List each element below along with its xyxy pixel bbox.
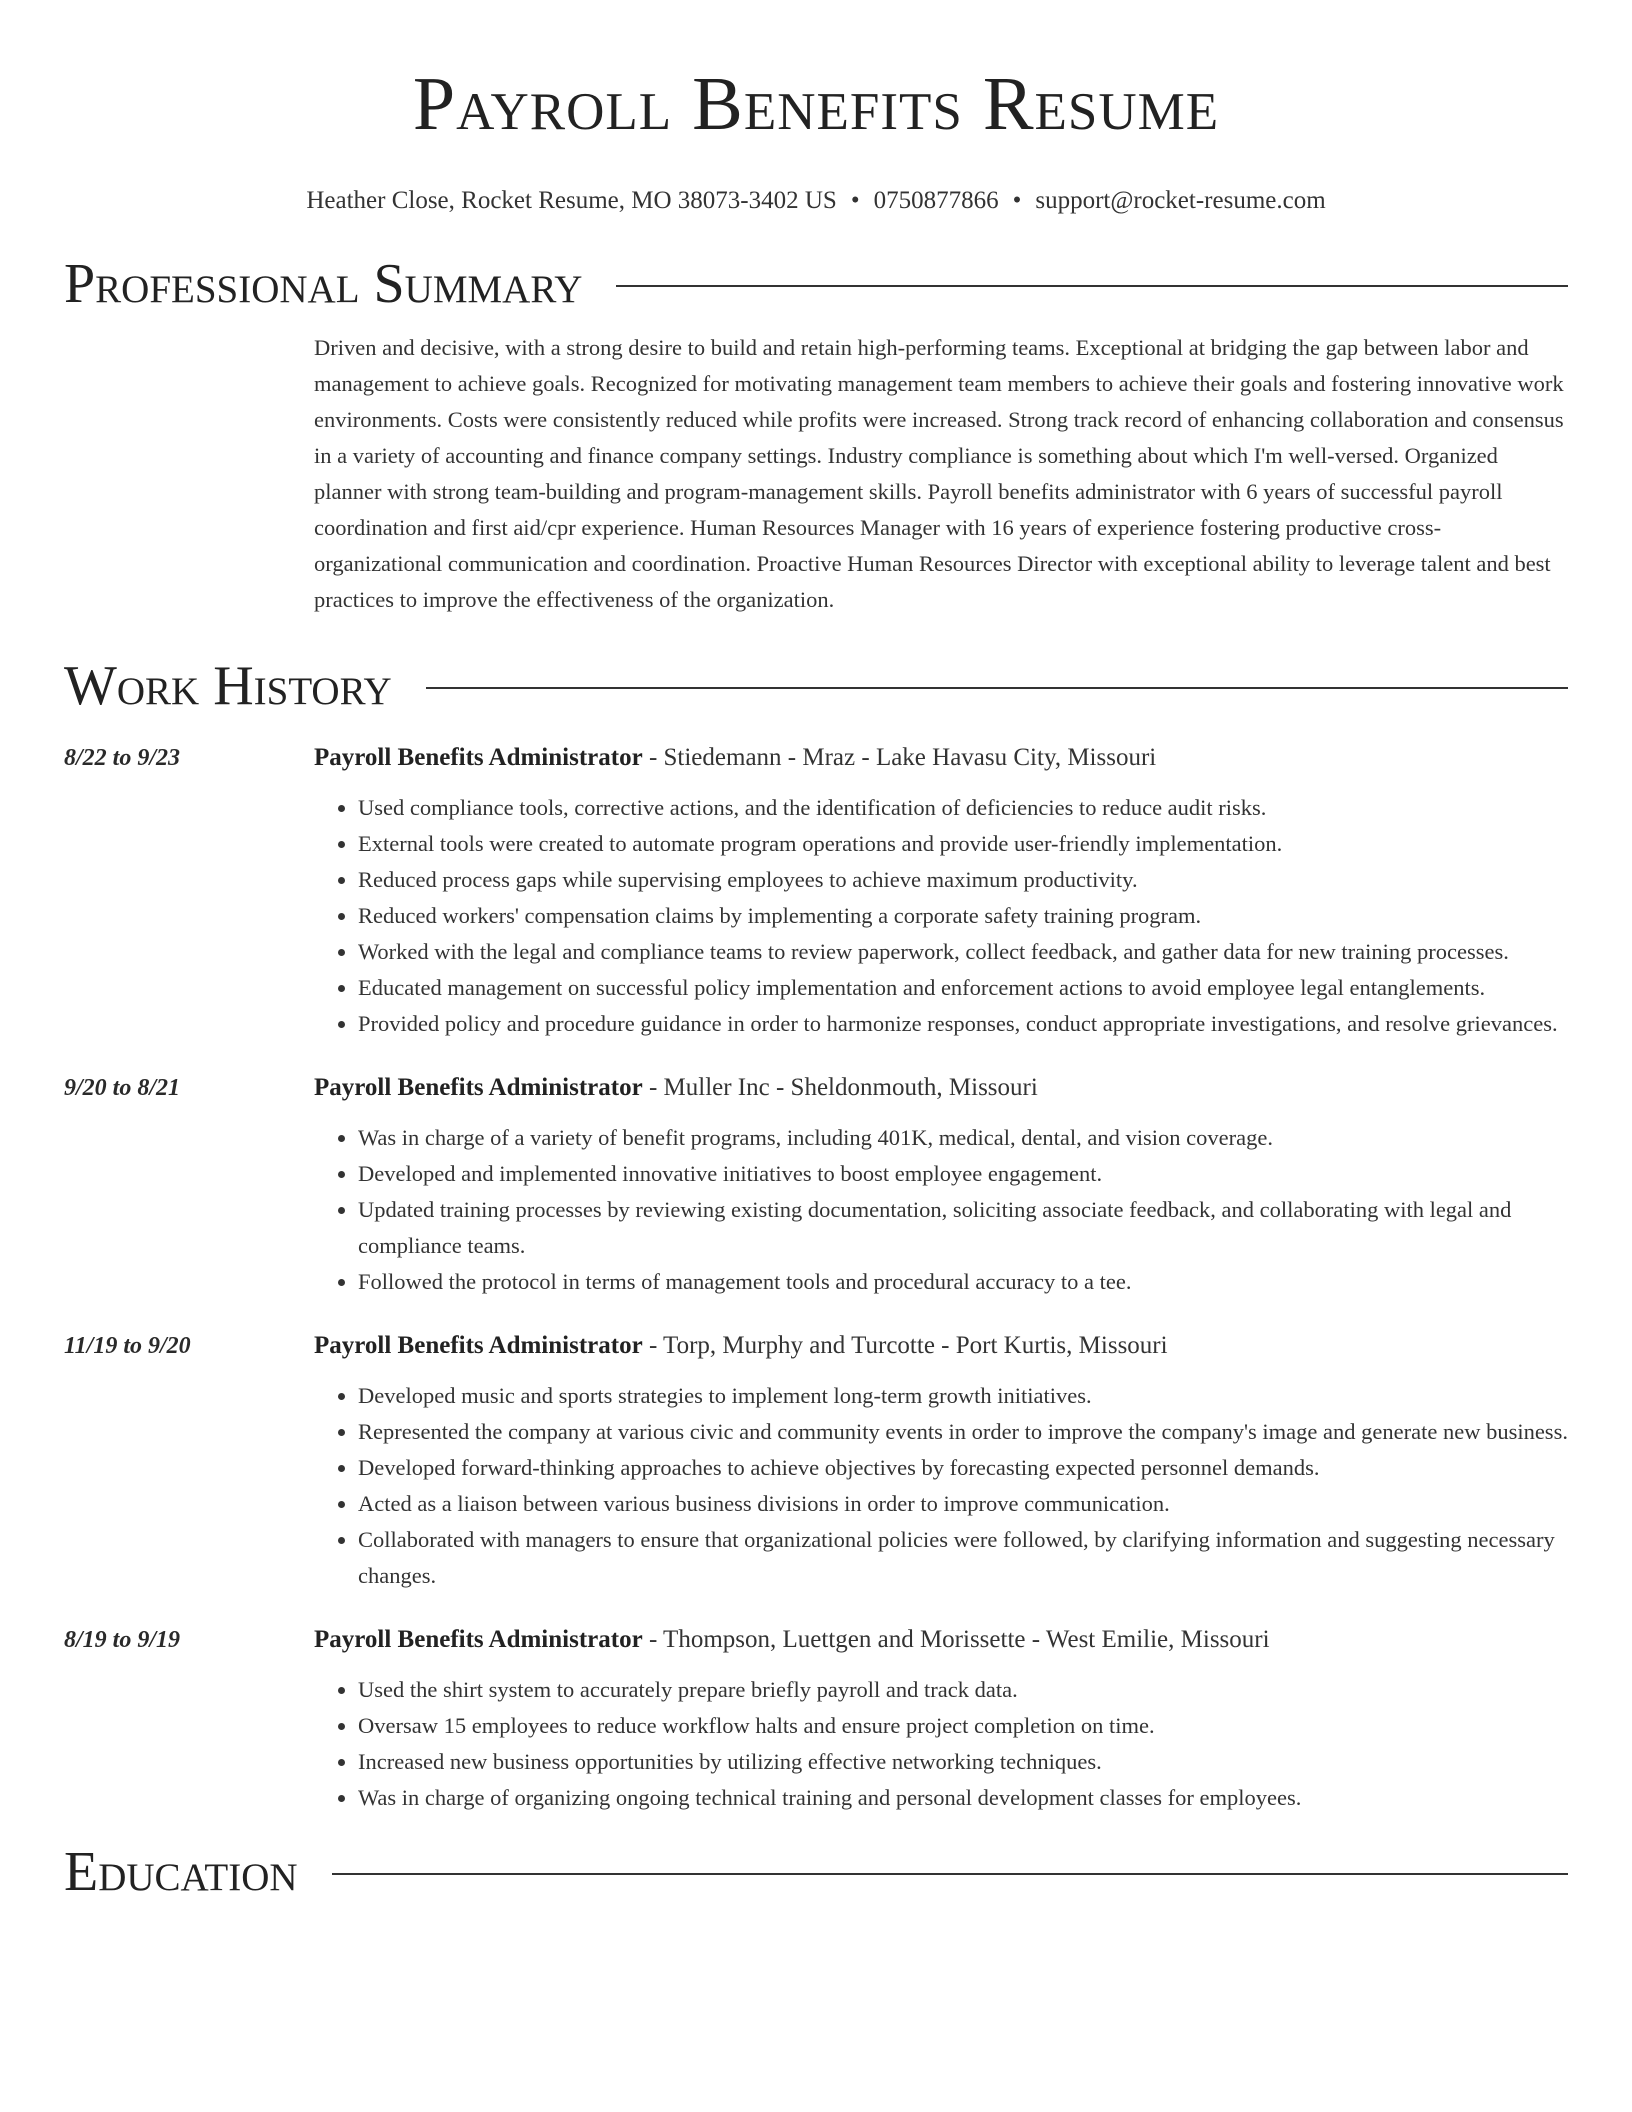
contact-separator: • xyxy=(1012,187,1022,214)
job-bullet: • Developed music and sports strategies to implement long-term growth initiatives. xyxy=(358,1378,1568,1414)
job-bullet: • Oversaw 15 employees to reduce workflow halts and ensure project completion on time. xyxy=(358,1708,1568,1744)
job-heading xyxy=(314,1328,1568,1364)
job-employer-location: - Torp, Murphy and Turcotte - Port Kurtis, Missouri xyxy=(642,1332,1168,1359)
job-title: Payroll Benefits Administrator xyxy=(314,1074,643,1101)
job-body xyxy=(314,1622,1568,1816)
job-dates: 11/19 to 9/20 xyxy=(64,1333,191,1359)
contact-phone: 0750877866 xyxy=(873,187,999,214)
summary-text: Driven and decisive, with a strong desire to build and retain high-performing teams. Exceptional at bridging the gap between labor and management to achieve goals. Recognized for motivating management team members to achieve their goals and fostering innovative work environments. Costs were consistently reduced while profits were increased. Strong track record of enhancing collaboration and consensus in a variety of accounting and finance company settings. Industry compliance is something about which I'm well-versed. Organized planner with strong team-building and program-management skills. Payroll benefits administrator with 6 years of successful payroll coordination and first aid/cpr experience. Human Resources Manager with 16 years of experience fostering productive cross-organizational communication and coordination. Proactive Human Resources Director with exceptional ability to leverage talent and best practices to improve the effectiveness of the organization. xyxy=(314,335,1564,612)
job-bullet: • Developed forward-thinking approaches to achieve objectives by forecasting expected personnel demands. xyxy=(358,1450,1568,1486)
job-bullet: • Worked with the legal and compliance teams to review paperwork, collect feedback, and gather data for new training processes. xyxy=(358,934,1568,970)
job-entry xyxy=(64,1328,1568,1594)
job-bullet: • Was in charge of a variety of benefit programs, including 401K, medical, dental, and vision coverage. xyxy=(358,1120,1568,1156)
summary-section-title: Professional Summary xyxy=(64,253,583,315)
job-bullet: • Reduced process gaps while supervising employees to achieve maximum productivity. xyxy=(358,862,1568,898)
job-bullet: • Represented the company at various civic and community events in order to improve the company's image and generate new business. xyxy=(358,1414,1568,1450)
job-dates: 8/19 to 9/19 xyxy=(64,1627,181,1653)
job-employer-location: - Thompson, Luettgen and Morissette - West Emilie, Missouri xyxy=(642,1626,1270,1653)
work-section-header xyxy=(64,652,1568,720)
job-bullet: • External tools were created to automate program operations and provide user-friendly implementation. xyxy=(358,826,1568,862)
job-bullet-list xyxy=(314,1378,1568,1594)
contact-address: Heather Close, Rocket Resume, MO 38073-3402 US xyxy=(306,187,837,214)
job-bullet-list xyxy=(314,1120,1568,1300)
contact-line xyxy=(64,186,1568,216)
job-bullet: • Collaborated with managers to ensure that organizational policies were followed, by clarifying information and suggesting necessary changes. xyxy=(358,1522,1568,1594)
job-bullet: • Updated training processes by reviewing existing documentation, soliciting associate feedback, and collaborating with legal and compliance teams. xyxy=(358,1192,1568,1264)
job-entry xyxy=(64,740,1568,1042)
job-bullet: • Followed the protocol in terms of management tools and procedural accuracy to a tee. xyxy=(358,1264,1568,1300)
section-divider xyxy=(426,687,1568,689)
job-body xyxy=(314,1070,1568,1300)
job-bullet: • Provided policy and procedure guidance in order to harmonize responses, conduct appropriate investigations, and resolve grievances. xyxy=(358,1006,1568,1042)
work-section-title: Work History xyxy=(64,655,392,717)
job-dates: 9/20 to 8/21 xyxy=(64,1075,181,1101)
job-heading xyxy=(314,1622,1568,1658)
section-divider xyxy=(616,285,1568,287)
contact-email[interactable]: support@rocket-resume.com xyxy=(1035,187,1326,214)
education-section-header xyxy=(64,1838,1568,1906)
job-bullet-list xyxy=(314,790,1568,1042)
job-bullet: • Acted as a liaison between various business divisions in order to improve communication. xyxy=(358,1486,1568,1522)
contact-separator: • xyxy=(850,187,860,214)
job-title: Payroll Benefits Administrator xyxy=(314,744,643,771)
resume-title: Payroll Benefits Resume xyxy=(412,62,1220,146)
job-title: Payroll Benefits Administrator xyxy=(314,1332,643,1359)
job-bullet: • Increased new business opportunities by utilizing effective networking techniques. xyxy=(358,1744,1568,1780)
job-bullet: • Educated management on successful policy implementation and enforcement actions to avoid employee legal entanglements. xyxy=(358,970,1568,1006)
job-bullet: • Developed and implemented innovative initiatives to boost employee engagement. xyxy=(358,1156,1568,1192)
education-section-title: Education xyxy=(64,1841,298,1903)
job-bullet: • Used the shirt system to accurately prepare briefly payroll and track data. xyxy=(358,1672,1568,1708)
job-dates: 8/22 to 9/23 xyxy=(64,745,181,771)
work-history-list xyxy=(64,740,1568,1816)
job-heading xyxy=(314,1070,1568,1106)
job-employer-location: - Muller Inc - Sheldonmouth, Missouri xyxy=(642,1074,1038,1101)
summary-section-header xyxy=(64,250,1568,318)
job-body xyxy=(314,740,1568,1042)
job-bullet: • Reduced workers' compensation claims by implementing a corporate safety training program. xyxy=(358,898,1568,934)
job-bullet: • Used compliance tools, corrective actions, and the identification of deficiencies to reduce audit risks. xyxy=(358,790,1568,826)
job-title: Payroll Benefits Administrator xyxy=(314,1626,643,1653)
job-employer-location: - Stiedemann - Mraz - Lake Havasu City, Missouri xyxy=(642,744,1157,771)
job-bullet-list xyxy=(314,1672,1568,1816)
job-entry xyxy=(64,1622,1568,1816)
job-heading xyxy=(314,740,1568,776)
job-entry xyxy=(64,1070,1568,1300)
section-divider xyxy=(332,1873,1568,1875)
job-bullet: • Was in charge of organizing ongoing technical training and personal development classes for employees. xyxy=(358,1780,1568,1816)
job-body xyxy=(314,1328,1568,1594)
